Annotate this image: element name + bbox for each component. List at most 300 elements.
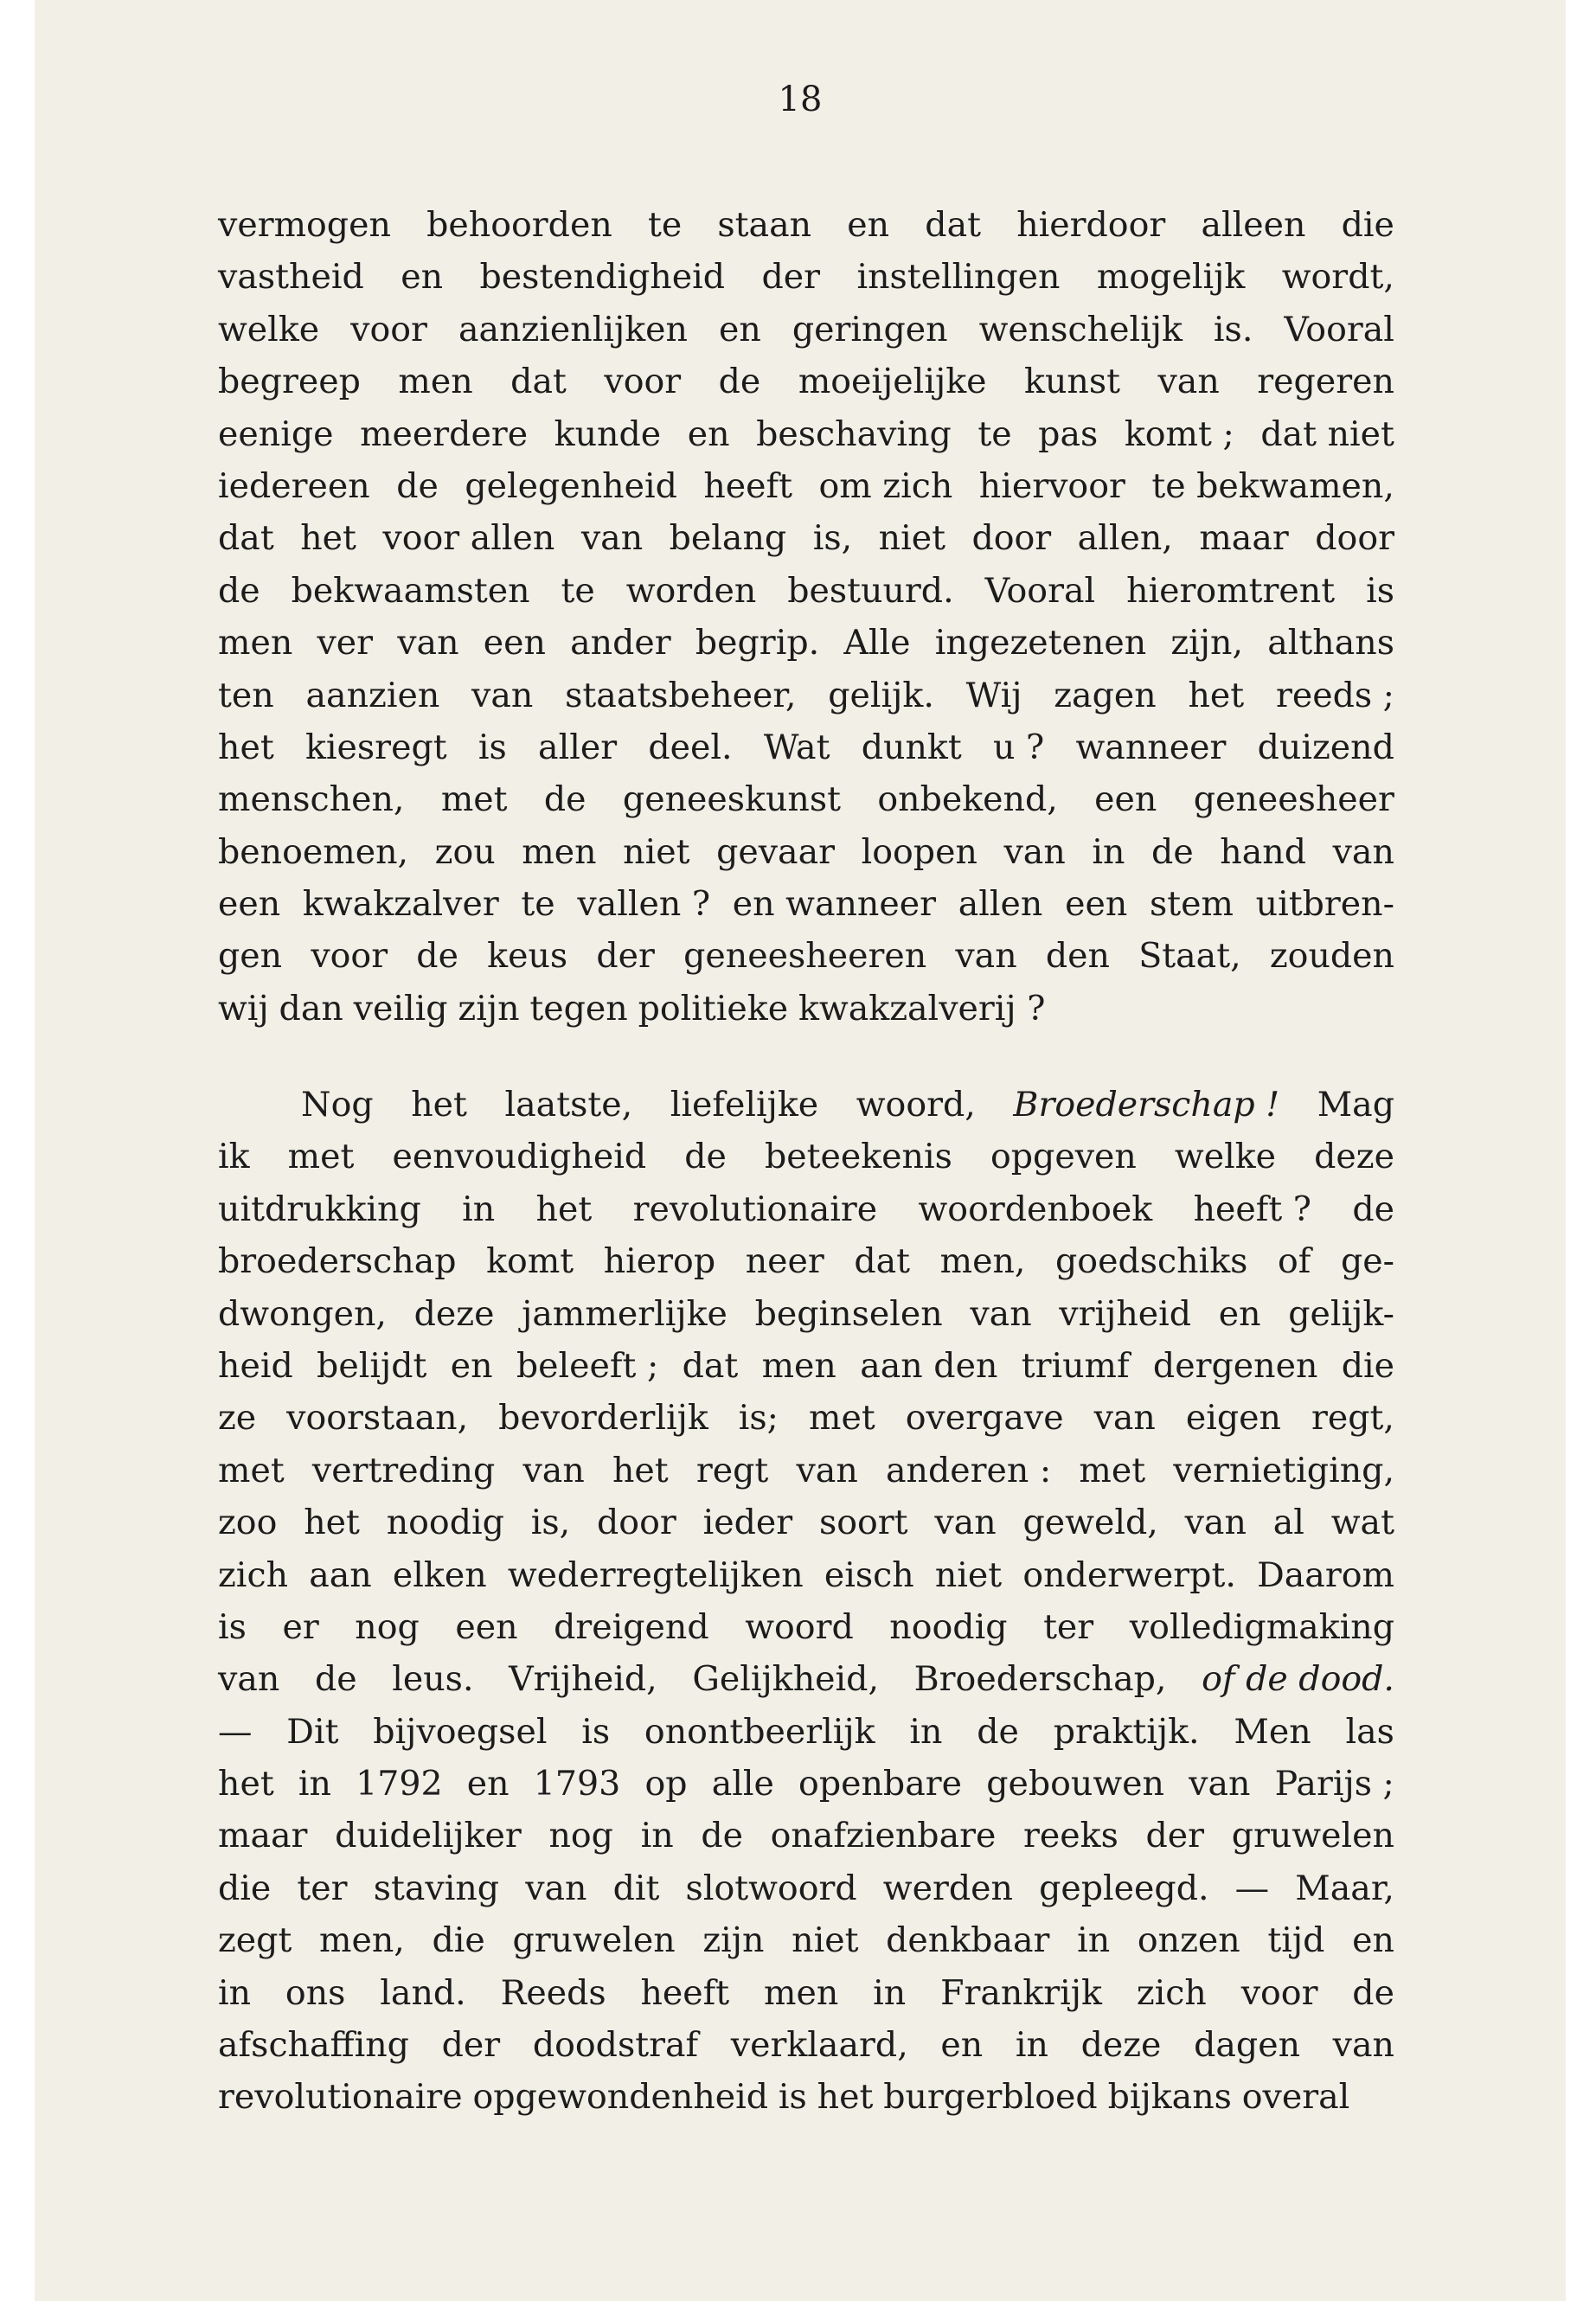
word: is. — [1213, 309, 1253, 349]
word: tijd — [1267, 1920, 1325, 1961]
word: eenvoudigheid — [392, 1137, 647, 1177]
text-line — [218, 1810, 1394, 1862]
word: kwakzalverij ? — [798, 988, 1046, 1029]
word: ik — [218, 1137, 250, 1177]
word: hand — [1220, 831, 1306, 872]
word: van — [522, 1450, 585, 1490]
word: door — [1315, 518, 1394, 559]
word: van — [1003, 831, 1066, 872]
word: en — [847, 205, 890, 245]
word: Vrijheid, — [509, 1659, 657, 1700]
text-line — [218, 721, 1394, 773]
word: zijn, — [1170, 623, 1244, 663]
word: van — [218, 1659, 280, 1700]
word: Broederschap ! — [1013, 1085, 1280, 1125]
word: menschen, — [218, 779, 405, 820]
word: dwongen, — [218, 1293, 387, 1334]
word: noodig — [386, 1503, 504, 1543]
word: niet — [792, 1920, 859, 1961]
word: met — [287, 1137, 355, 1177]
word: Mag — [1317, 1085, 1394, 1125]
text-line — [218, 1914, 1394, 1966]
word: men, — [319, 1920, 405, 1961]
word: der — [596, 936, 655, 977]
word: de — [1151, 831, 1194, 872]
word: soort — [818, 1503, 908, 1543]
word: veilig — [353, 988, 448, 1029]
word: woord — [745, 1606, 854, 1647]
word: slotwoord — [685, 1868, 857, 1908]
text-line — [218, 1288, 1394, 1340]
word: onafzienbare — [770, 1816, 997, 1856]
word: zouden — [1269, 936, 1394, 977]
word: dat — [854, 1241, 911, 1282]
word: in — [873, 1972, 907, 2013]
word: land. — [380, 1972, 466, 2013]
word: van — [1332, 831, 1394, 872]
word: benoemen, — [218, 831, 409, 872]
text-line — [218, 1497, 1394, 1548]
word: Wij — [965, 675, 1022, 715]
word: den — [1045, 936, 1110, 977]
word: tegen — [529, 988, 628, 1029]
text-line — [218, 251, 1394, 303]
word: woordenboek — [918, 1189, 1153, 1229]
word: vermogen — [218, 205, 391, 245]
word: stem — [1149, 884, 1234, 925]
word: begrip. — [695, 623, 820, 663]
word: wij — [218, 988, 269, 1029]
word: gen — [218, 936, 283, 977]
word: geneesheeren — [683, 936, 927, 977]
word: aanzienlijken — [458, 309, 689, 349]
word: u ? — [993, 727, 1045, 767]
word: kwakzalver — [302, 884, 499, 925]
word: welke — [1174, 1137, 1277, 1177]
word: zegt — [218, 1920, 292, 1961]
word: zagen — [1054, 675, 1157, 715]
word: iedereen — [218, 465, 370, 506]
word: gelegenheid — [465, 465, 677, 506]
word: het — [1188, 675, 1245, 715]
word: de — [1352, 1972, 1394, 2013]
word: denkbaar — [886, 1920, 1050, 1961]
word: met — [218, 1450, 285, 1490]
word: liefelijke — [670, 1085, 819, 1125]
word: en — [940, 2025, 984, 2066]
word: noodig — [889, 1606, 1008, 1647]
word: ver — [317, 623, 374, 663]
word: is — [218, 1606, 247, 1647]
word: leus. — [392, 1659, 474, 1700]
word: burgerbloed — [883, 2077, 1098, 2118]
word: de — [718, 362, 761, 402]
word: te — [647, 205, 683, 245]
word: gruwelen — [512, 1920, 676, 1961]
word: al — [1272, 1503, 1304, 1543]
word: dreigend — [554, 1606, 709, 1647]
word: aan — [309, 1554, 372, 1595]
word: overgave — [905, 1398, 1064, 1439]
word: staan — [717, 205, 812, 245]
word: gelijk- — [1288, 1293, 1394, 1334]
word: niet — [878, 518, 945, 559]
word: en — [466, 1764, 510, 1804]
text-line — [218, 930, 1394, 982]
word: afschaffing — [218, 2025, 409, 2066]
word: Wat — [763, 727, 830, 767]
word: van — [471, 675, 534, 715]
word: hierop — [603, 1241, 716, 1282]
word: dunkt — [861, 727, 962, 767]
word: of de dood. — [1202, 1659, 1394, 1700]
word: ingezetenen — [934, 623, 1147, 663]
word: ter — [297, 1868, 348, 1908]
word: openbare — [798, 1764, 963, 1804]
word: volledigmaking — [1129, 1606, 1394, 1647]
word: beleeft ; — [516, 1345, 659, 1386]
word: Dit — [286, 1711, 339, 1752]
word: instellingen — [856, 257, 1061, 298]
word: niet — [623, 831, 690, 872]
word: zich — [1136, 1972, 1207, 2013]
word: gelijk. — [828, 675, 934, 715]
word: der — [441, 2025, 501, 2066]
word: voorstaan, — [286, 1398, 469, 1439]
word: Vooral — [1284, 309, 1394, 349]
paragraph-2 — [218, 1079, 1394, 2124]
word: aller — [538, 727, 618, 767]
word: is — [478, 727, 507, 767]
word: die — [1341, 1345, 1394, 1386]
word: ons — [285, 1972, 346, 2013]
word: allen, — [1077, 518, 1173, 559]
word: die — [432, 1920, 485, 1961]
word: de — [1352, 1189, 1394, 1229]
word: een — [1065, 884, 1128, 925]
word: in — [640, 1816, 674, 1856]
word: het — [300, 518, 356, 559]
word: zijn — [702, 1920, 765, 1961]
word: goedschiks — [1055, 1241, 1248, 1282]
word: de — [977, 1711, 1019, 1752]
word: beginselen — [754, 1293, 943, 1334]
word: dergenen — [1152, 1345, 1318, 1386]
word: triumf — [1021, 1345, 1130, 1386]
word: van — [1332, 2025, 1394, 2066]
word: en — [687, 413, 730, 454]
word: bestendigheid — [479, 257, 726, 298]
word: voor allen — [382, 518, 555, 559]
word: worden — [625, 570, 757, 611]
word: 1792 — [356, 1764, 443, 1804]
word: in — [1092, 831, 1125, 872]
word: ieder — [702, 1503, 793, 1543]
word: aanzien — [305, 675, 440, 715]
word: door — [597, 1503, 676, 1543]
page-number: 18 — [778, 80, 823, 119]
word: door — [971, 518, 1052, 559]
word: alleen — [1201, 205, 1306, 245]
word: mogelijk — [1096, 257, 1246, 298]
word: Daarom — [1257, 1554, 1394, 1595]
word: politieke — [638, 988, 789, 1029]
word: met — [440, 779, 508, 820]
word: ter — [1043, 1606, 1094, 1647]
word: beschaving — [756, 413, 952, 454]
word: nog — [548, 1816, 613, 1856]
word: ze — [218, 1398, 257, 1439]
word: bekwaamsten — [291, 570, 530, 611]
word: te — [561, 570, 595, 611]
word: uitbren- — [1255, 884, 1394, 925]
word: de — [218, 570, 260, 611]
word: kiesregt — [304, 727, 447, 767]
word: en wanneer — [732, 884, 937, 925]
word: het — [535, 1189, 593, 1229]
word: in — [298, 1764, 331, 1804]
text-line — [218, 1967, 1394, 2019]
book-page — [35, 0, 1566, 2301]
word: heeft — [703, 465, 793, 506]
word: van — [796, 1450, 858, 1490]
word: wordt, — [1281, 257, 1394, 298]
word: is — [1366, 570, 1394, 611]
word: en — [1218, 1293, 1261, 1334]
word: gepleegd. — [1039, 1868, 1209, 1908]
word: te — [977, 413, 1012, 454]
word: men — [764, 1972, 839, 2013]
text-line — [218, 826, 1394, 878]
word: bijvoegsel — [373, 1711, 548, 1752]
text-line — [218, 2071, 1394, 2123]
word: onderwerpt. — [1022, 1554, 1236, 1595]
word: revolutionaire — [218, 2077, 463, 2118]
word: maar — [218, 1816, 308, 1856]
word: deze — [1314, 1137, 1394, 1177]
word: het — [411, 1085, 467, 1125]
word: en — [401, 257, 444, 298]
word: van — [970, 1293, 1032, 1334]
word: er — [282, 1606, 319, 1647]
word: een — [455, 1606, 518, 1647]
word: Reeds — [500, 1972, 606, 2013]
text-line — [218, 1079, 1394, 1131]
word: in — [218, 1972, 252, 2013]
word: vernietiging, — [1173, 1450, 1394, 1490]
word: dagen — [1194, 2025, 1301, 2066]
word: heeft — [640, 1972, 730, 2013]
text-line — [218, 878, 1394, 930]
text-line — [218, 1601, 1394, 1653]
word: een — [218, 884, 281, 925]
word: men — [218, 623, 293, 663]
word: geringen — [792, 309, 948, 349]
word: hieromtrent — [1126, 570, 1336, 611]
word: niet — [934, 1554, 1003, 1595]
word: geneeskunst — [622, 779, 841, 820]
paragraph-1 — [218, 199, 1394, 1035]
text-line — [218, 512, 1394, 564]
word: bevorderlijk — [498, 1398, 708, 1439]
word: revolutionaire — [632, 1189, 878, 1229]
word: wat — [1330, 1503, 1394, 1543]
word: van — [580, 518, 644, 559]
word: hiervoor — [978, 465, 1125, 506]
word: het — [817, 2077, 874, 2118]
text-line — [218, 1340, 1394, 1392]
word: reeds ; — [1275, 675, 1394, 715]
word: met — [1079, 1450, 1146, 1490]
word: is — [581, 1711, 611, 1752]
word: eenige — [218, 413, 334, 454]
word: vastheid — [218, 257, 364, 298]
text-line — [218, 617, 1394, 669]
word: geweld, — [1022, 1503, 1158, 1543]
word: dat — [218, 518, 274, 559]
word: van — [955, 936, 1017, 977]
word: van — [1184, 1503, 1247, 1543]
word: zou — [434, 831, 496, 872]
text-line — [218, 1445, 1394, 1497]
text-line — [218, 2019, 1394, 2071]
word: te — [521, 884, 555, 925]
word: wanneer — [1075, 727, 1227, 767]
text-line — [218, 460, 1394, 512]
word: geneesheer — [1193, 779, 1394, 820]
word: die — [1341, 205, 1394, 245]
word: dat — [925, 205, 981, 245]
word: 1793 — [533, 1764, 621, 1804]
text-line — [218, 1706, 1394, 1758]
word: maar — [1199, 518, 1289, 559]
word: dit — [612, 1868, 660, 1908]
word: en — [1352, 1920, 1394, 1961]
word: duizend — [1257, 727, 1394, 767]
word: van — [525, 1868, 587, 1908]
word: de — [684, 1137, 727, 1177]
text-line — [218, 773, 1394, 825]
text-line — [218, 1758, 1394, 1810]
word: Maar, — [1295, 1868, 1394, 1908]
word: van — [1093, 1398, 1156, 1439]
text-line — [218, 199, 1394, 251]
word: zijn — [458, 988, 520, 1029]
text-line — [218, 356, 1394, 407]
word: is — [778, 2077, 807, 2118]
word: voor — [1240, 1972, 1318, 2013]
word: onbekend, — [877, 779, 1058, 820]
word: — — [218, 1711, 253, 1752]
word: kunst — [1024, 362, 1120, 402]
word: opgewondenheid — [472, 2077, 769, 2118]
word: laatste, — [504, 1085, 633, 1125]
word: Alle — [843, 623, 911, 663]
text-line — [218, 408, 1394, 460]
word: in — [909, 1711, 943, 1752]
word: deel. — [648, 727, 733, 767]
word: en — [719, 309, 761, 349]
word: der — [761, 257, 820, 298]
word: gevaar — [716, 831, 836, 872]
word: uitdrukking — [218, 1189, 421, 1229]
word: komt ; — [1124, 413, 1234, 454]
word: heeft ? — [1193, 1189, 1311, 1229]
word: van — [934, 1503, 997, 1543]
word: vallen ? — [577, 884, 711, 925]
word: verklaard, — [730, 2025, 908, 2066]
word: regt, — [1311, 1398, 1394, 1439]
word: men — [761, 1345, 836, 1386]
word: men, — [939, 1241, 1026, 1282]
word: reeks — [1023, 1816, 1118, 1856]
text-line — [218, 1183, 1394, 1235]
word: in — [1077, 1920, 1111, 1961]
word: staving — [373, 1868, 500, 1908]
text-line — [218, 983, 1394, 1035]
word: las — [1345, 1711, 1394, 1752]
word: regt — [695, 1450, 769, 1490]
word: staatsbeheer, — [565, 675, 797, 715]
word: zich — [218, 1554, 289, 1595]
word: bestuurd. — [787, 570, 954, 611]
word: wenschelijk — [978, 309, 1183, 349]
word: bijkans — [1107, 2077, 1232, 2118]
text-line — [218, 1862, 1394, 1914]
word: vrijheid — [1059, 1293, 1192, 1334]
text-line — [218, 1392, 1394, 1444]
word: het — [218, 1764, 274, 1804]
word: te bekwamen, — [1151, 465, 1394, 506]
word: Vooral — [984, 570, 1096, 611]
word: voor — [311, 936, 388, 977]
word: eisch — [824, 1554, 914, 1595]
word: begreep — [218, 362, 361, 402]
word: in — [462, 1189, 496, 1229]
word: deze — [413, 1293, 495, 1334]
word: jammerlijke — [522, 1293, 727, 1334]
word: anderen : — [885, 1450, 1052, 1490]
text-line — [218, 565, 1394, 617]
word: een — [1094, 779, 1157, 820]
word: van — [397, 623, 459, 663]
word: het — [218, 727, 274, 767]
word: nog — [355, 1606, 420, 1647]
word: pas — [1038, 413, 1099, 454]
word: duidelijker — [335, 1816, 522, 1856]
word: neer — [745, 1241, 824, 1282]
word: het — [612, 1450, 669, 1490]
word: opgeven — [990, 1137, 1137, 1177]
word: der — [1145, 1816, 1205, 1856]
word: de — [701, 1816, 743, 1856]
word: althans — [1267, 623, 1394, 663]
word: men — [522, 831, 597, 872]
word: komt — [486, 1241, 574, 1282]
word: keus — [487, 936, 568, 977]
word: heid — [218, 1345, 293, 1386]
word: eigen — [1185, 1398, 1281, 1439]
word: ander — [570, 623, 671, 663]
word: van — [1189, 1764, 1251, 1804]
word: overal — [1241, 2077, 1350, 2118]
word: loopen — [861, 831, 977, 872]
word: Men — [1234, 1711, 1311, 1752]
word: ten — [218, 675, 274, 715]
word: voor — [604, 362, 682, 402]
word: Frankrijk — [940, 1972, 1102, 2013]
word: broederschap — [218, 1241, 457, 1282]
